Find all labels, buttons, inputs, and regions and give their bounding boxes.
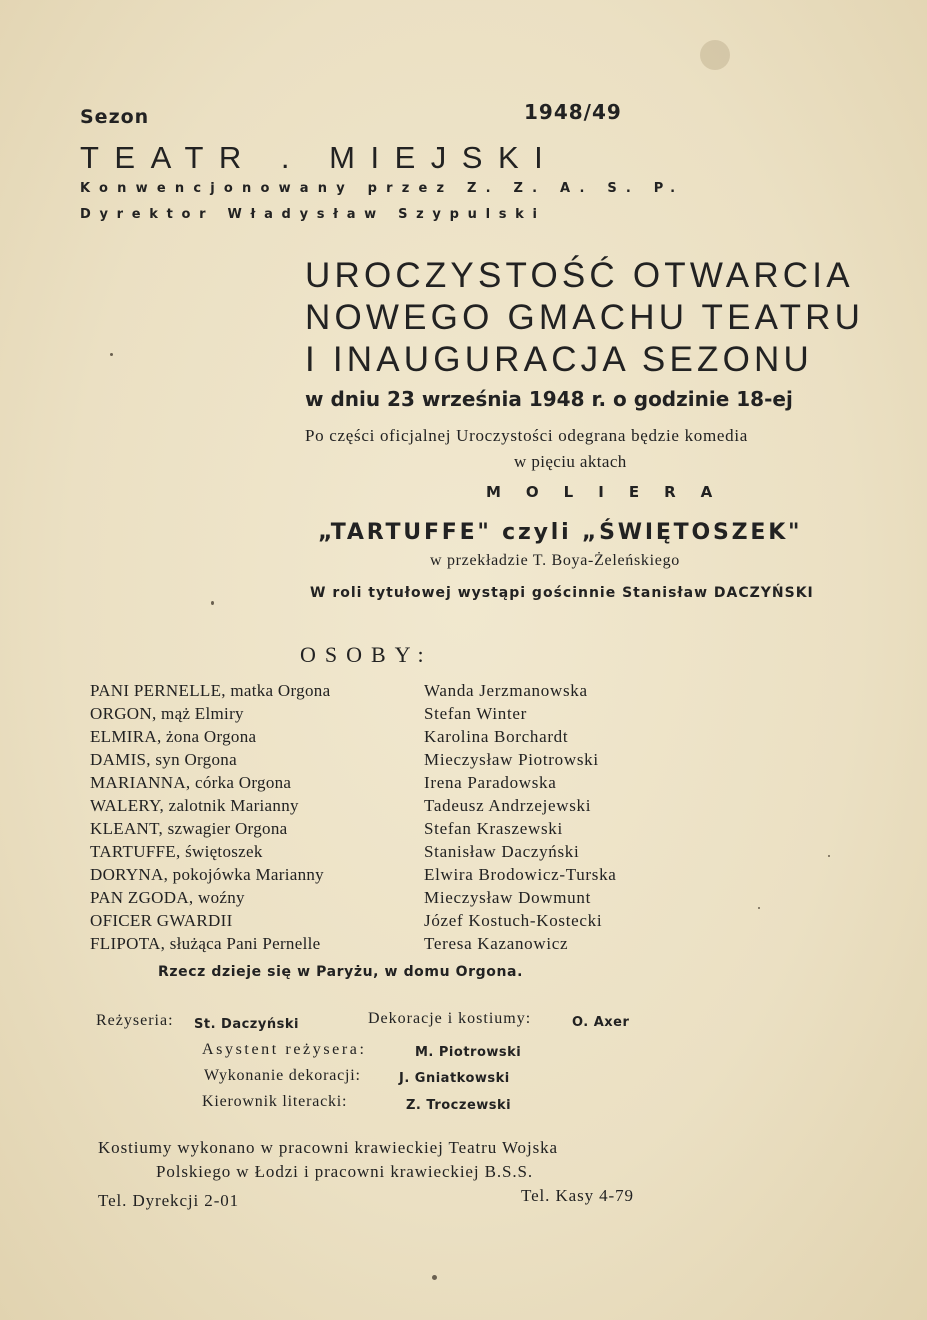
assistant-name <box>415 1043 521 1061</box>
tel-box: Tel. Kasy 4-79 <box>521 1186 634 1205</box>
setting-line: Rzecz dzieje się w Paryżu, w domu Orgona. <box>158 964 524 980</box>
execution-label: Wykonanie dekoracji: <box>204 1067 361 1084</box>
headline-line-2: NOWEGO GMACHU TEATRU <box>305 298 865 337</box>
cast-actor: Stefan Kraszewski <box>424 819 563 838</box>
cast-role: MARIANNA, córka Orgona <box>90 773 292 792</box>
event-date-line: w dniu 23 września 1948 r. o godzinie 18-ej <box>305 387 793 411</box>
cast-actor: Elwira Brodowicz-Turska <box>424 865 617 884</box>
cast-row <box>0 819 927 842</box>
cast-role: OFICER GWARDII <box>90 911 233 930</box>
cast-actor: Mieczysław Piotrowski <box>424 750 599 769</box>
assistant-name-text: M. Piotrowski <box>415 1045 522 1060</box>
season-year: 1948/49 <box>524 100 622 124</box>
direction-label: Reżyseria: <box>96 1012 174 1029</box>
author-name: MOLIERA <box>486 483 738 501</box>
intro-line-2: w pięciu aktach <box>514 452 627 471</box>
execution-name-text: J. Gniatkowski <box>399 1071 510 1086</box>
paper-speck <box>211 601 214 605</box>
cast-row <box>0 888 927 911</box>
cast-row <box>0 727 927 750</box>
cast-role: ELMIRA, żona Orgona <box>90 727 257 746</box>
literary-name-text: Z. Troczewski <box>406 1098 512 1113</box>
cast-actor: Stanisław Daczyński <box>424 842 580 861</box>
cast-actor: Wanda Jerzmanowska <box>424 681 588 700</box>
costumes-line-2: Polskiego w Łodzi i pracowni krawieckiej B.S.S. <box>156 1162 534 1181</box>
cast-row <box>0 704 927 727</box>
cast-role: PANI PERNELLE, matka Orgona <box>90 681 331 700</box>
literary-name <box>406 1096 511 1114</box>
cast-row <box>0 865 927 888</box>
licensed-by-line: Konwencjonowany przez Z. Z. A. S. P. <box>80 181 685 196</box>
cast-row <box>0 911 927 934</box>
lead-role-line: W roli tytułowej wystąpi gościnnie Stanisław DACZYŃSKI <box>310 585 814 601</box>
headline-line-3: I INAUGURACJA SEZONU <box>305 340 813 379</box>
translation-line: w przekładzie T. Boya-Żeleńskiego <box>430 552 680 569</box>
cast-actor: Irena Paradowska <box>424 773 557 792</box>
cast-role: WALERY, zalotnik Marianny <box>90 796 299 815</box>
tel-office: Tel. Dyrekcji 2-01 <box>98 1191 240 1210</box>
cast-actor: Mieczysław Dowmunt <box>424 888 591 907</box>
cast-role: TARTUFFE, świętoszek <box>90 842 263 861</box>
cast-row <box>0 750 927 773</box>
decor-label: Dekoracje i kostiumy: <box>368 1010 532 1027</box>
theatre-name: TEATR . MIEJSKI <box>80 140 559 175</box>
cast-row <box>0 681 927 704</box>
cast-role: KLEANT, szwagier Orgona <box>90 819 288 838</box>
cast-role: DAMIS, syn Orgona <box>90 750 237 769</box>
paper-speck <box>432 1275 437 1280</box>
cast-actor: Tadeusz Andrzejewski <box>424 796 592 815</box>
paper-speck <box>110 353 113 356</box>
costumes-line-1: Kostiumy wykonano w pracowni krawieckiej Teatru Wojska <box>98 1138 558 1157</box>
cast-role: PAN ZGODA, woźny <box>90 888 245 907</box>
direction-name-text: St. Daczyński <box>194 1017 299 1032</box>
cast-actor: Józef Kostuch-Kostecki <box>424 911 603 930</box>
cast-actor: Stefan Winter <box>424 704 527 723</box>
play-title: „TARTUFFE" czyli „ŚWIĘTOSZEK" <box>318 520 803 545</box>
headline-line-1: UROCZYSTOŚĆ OTWARCIA <box>305 256 854 295</box>
cast-role: ORGON, mąż Elmiry <box>90 704 244 723</box>
director-line: Dyrektor Władysław Szypulski <box>80 207 546 222</box>
decor-name-text: O. Axer <box>572 1015 630 1030</box>
cast-role: FLIPOTA, służąca Pani Pernelle <box>90 934 321 953</box>
cast-actor: Teresa Kazanowicz <box>424 934 569 953</box>
intro-line-1: Po części oficjalnej Uroczystości odegrana będzie komedia <box>305 426 749 445</box>
literary-label: Kierownik literacki: <box>202 1093 348 1110</box>
direction-name <box>194 1015 299 1033</box>
cast-row <box>0 934 927 957</box>
decor-name <box>572 1013 629 1031</box>
season-label: Sezon <box>80 106 150 128</box>
cast-row <box>0 842 927 865</box>
cast-actor: Karolina Borchardt <box>424 727 569 746</box>
execution-name <box>399 1069 510 1087</box>
assistant-label: Asystent reżysera: <box>202 1041 367 1058</box>
cast-row <box>0 773 927 796</box>
paper-stain <box>700 40 730 70</box>
cast-role: DORYNA, pokojówka Marianny <box>90 865 324 884</box>
cast-row <box>0 796 927 819</box>
cast-heading: OSOBY: <box>300 642 433 667</box>
